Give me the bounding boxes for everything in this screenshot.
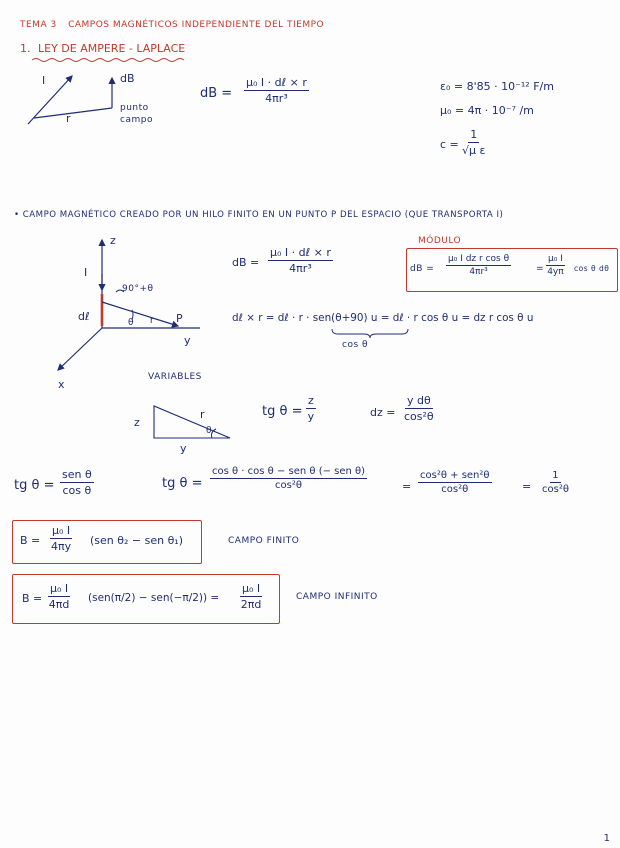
c-lhs: c =	[440, 138, 459, 151]
diagram2-dl: dℓ	[78, 310, 90, 323]
tg-def-fraction	[306, 394, 316, 423]
infinite-label: CAMPO INFINITO	[296, 592, 378, 602]
cross-underbrace	[330, 328, 410, 338]
variables-r: r	[200, 408, 205, 421]
modulo-tail: cos θ dθ	[574, 264, 610, 273]
diagram1-db: dB	[120, 72, 135, 85]
modulo-den-1: 4πr³	[469, 267, 488, 277]
dtg-den: cos²θ	[275, 480, 302, 491]
finite-lhs: B =	[20, 534, 41, 547]
variables-theta: θ	[206, 426, 213, 436]
section-number: 1.	[20, 42, 31, 55]
diagram2-theta: θ	[128, 318, 135, 328]
wire-diagram	[40, 230, 210, 390]
law-lhs: dB =	[200, 86, 233, 101]
infinite-den-2: 2πd	[240, 598, 262, 611]
modulo-lhs: dB =	[410, 264, 435, 274]
variables-label: VARIABLES	[148, 372, 202, 382]
diagram2-p: P	[176, 312, 183, 325]
variables-y: y	[180, 442, 187, 455]
tg-num: sen θ	[62, 468, 92, 481]
c-numerator: 1	[470, 128, 478, 141]
dz-fraction	[404, 394, 434, 423]
modulo-num-1: μ₀ I dz r cos θ	[448, 254, 510, 264]
section-title: LEY DE AMPERE - LAPLACE	[38, 42, 186, 55]
dz-den: cos²θ	[404, 410, 434, 423]
modulo-label: MÓDULO	[418, 236, 462, 246]
dtg-num: cos θ · cos θ − sen θ (− sen θ)	[212, 466, 366, 477]
finite-rest: (sen θ₂ − sen θ₁)	[90, 534, 184, 547]
end-num: 1	[552, 470, 559, 481]
diagram2-y: y	[184, 334, 191, 347]
infinite-num-2: μ₀ I	[242, 582, 261, 595]
derivative-eq1: =	[402, 480, 412, 493]
modulo-num-2: μ₀ I	[548, 254, 563, 264]
modulo-equals: =	[536, 264, 545, 274]
finite-label: CAMPO FINITO	[228, 536, 300, 546]
tg-def-den: y	[307, 410, 315, 423]
end-den: cos²θ	[542, 484, 569, 495]
finite-den: 4πy	[51, 540, 72, 553]
page-number: 1	[603, 833, 610, 844]
dtg-lhs: tg θ =	[162, 476, 203, 491]
mid-num: cos²θ + sen²θ	[420, 470, 490, 481]
law-fraction	[244, 76, 309, 105]
cross-underbrace-label: cos θ	[342, 340, 369, 350]
end-fraction	[542, 470, 569, 495]
eq2-denominator: 4πr³	[289, 262, 312, 275]
section-underline	[32, 58, 192, 63]
diagram1-r: r	[66, 112, 71, 125]
law-denominator: 4πr³	[265, 92, 288, 105]
tg-lhs: tg θ =	[14, 478, 55, 493]
eq2-numerator: μ₀ I · dℓ × r	[270, 246, 331, 259]
diagram2-i: I	[84, 266, 88, 279]
infinite-fraction	[48, 582, 70, 611]
infinite-rest: (sen(π/2) − sen(−π/2)) =	[88, 592, 220, 604]
derivative-eq2: =	[522, 480, 532, 493]
tg-den: cos θ	[62, 484, 92, 497]
mid-fraction	[418, 470, 492, 495]
diagram2-x: x	[58, 378, 65, 391]
diagram2-r: r	[150, 316, 155, 326]
diagram2-angle: 90°+θ	[122, 284, 154, 294]
infinite-den: 4πd	[48, 598, 70, 611]
modulo-den-2: 4yπ	[547, 267, 564, 277]
finite-fraction	[50, 524, 72, 553]
infinite-num: μ₀ I	[50, 582, 69, 595]
modulo-fraction-1	[446, 254, 511, 277]
mu0-constant: μ₀ = 4π · 10⁻⁷ /m	[440, 104, 534, 117]
cross-product: dℓ × r = dℓ · r · sen(θ+90) u = dℓ · r cos θ u = dz r cos θ u	[232, 312, 534, 324]
diagram2-z: z	[110, 234, 116, 247]
eq2-lhs: dB =	[232, 256, 260, 269]
c-denominator: √μ ε	[462, 144, 486, 157]
law-numerator: μ₀ I · dℓ × r	[246, 76, 307, 89]
tg-fraction	[60, 468, 94, 497]
tg-def-lhs: tg θ =	[262, 404, 303, 419]
infinite-fraction-2	[240, 582, 262, 611]
diagram1-current: I	[42, 74, 46, 87]
ampere-diagram	[20, 66, 130, 132]
eps0-constant: ε₀ = 8'85 · 10⁻¹² F/m	[440, 80, 554, 93]
mid-den: cos²θ	[441, 484, 469, 495]
dtg-fraction	[210, 466, 367, 491]
topic-number: TEMA 3	[20, 20, 57, 30]
section-heading	[20, 42, 185, 55]
diagram1-point-label: punto campo	[120, 103, 153, 125]
tg-def-num: z	[308, 394, 314, 407]
modulo-fraction-2	[546, 254, 565, 277]
c-fraction	[462, 128, 485, 157]
infinite-lhs: B =	[22, 592, 43, 605]
variables-z: z	[134, 416, 140, 429]
dz-num: y dθ	[406, 394, 431, 407]
finite-num: μ₀ I	[52, 524, 71, 537]
wire-section-title: • CAMPO MAGNÉTICO CREADO POR UN HILO FINITO EN UN PUNTO P DEL ESPACIO (QUE TRANSPORTA I)	[14, 210, 504, 220]
eq2-fraction	[268, 246, 333, 275]
dz-lhs: dz =	[370, 406, 396, 419]
topic-title: CAMPOS MAGNÉTICOS INDEPENDIENTE DEL TIEMPO	[68, 20, 325, 30]
topic-heading	[20, 20, 324, 30]
variables-triangle	[150, 402, 236, 442]
